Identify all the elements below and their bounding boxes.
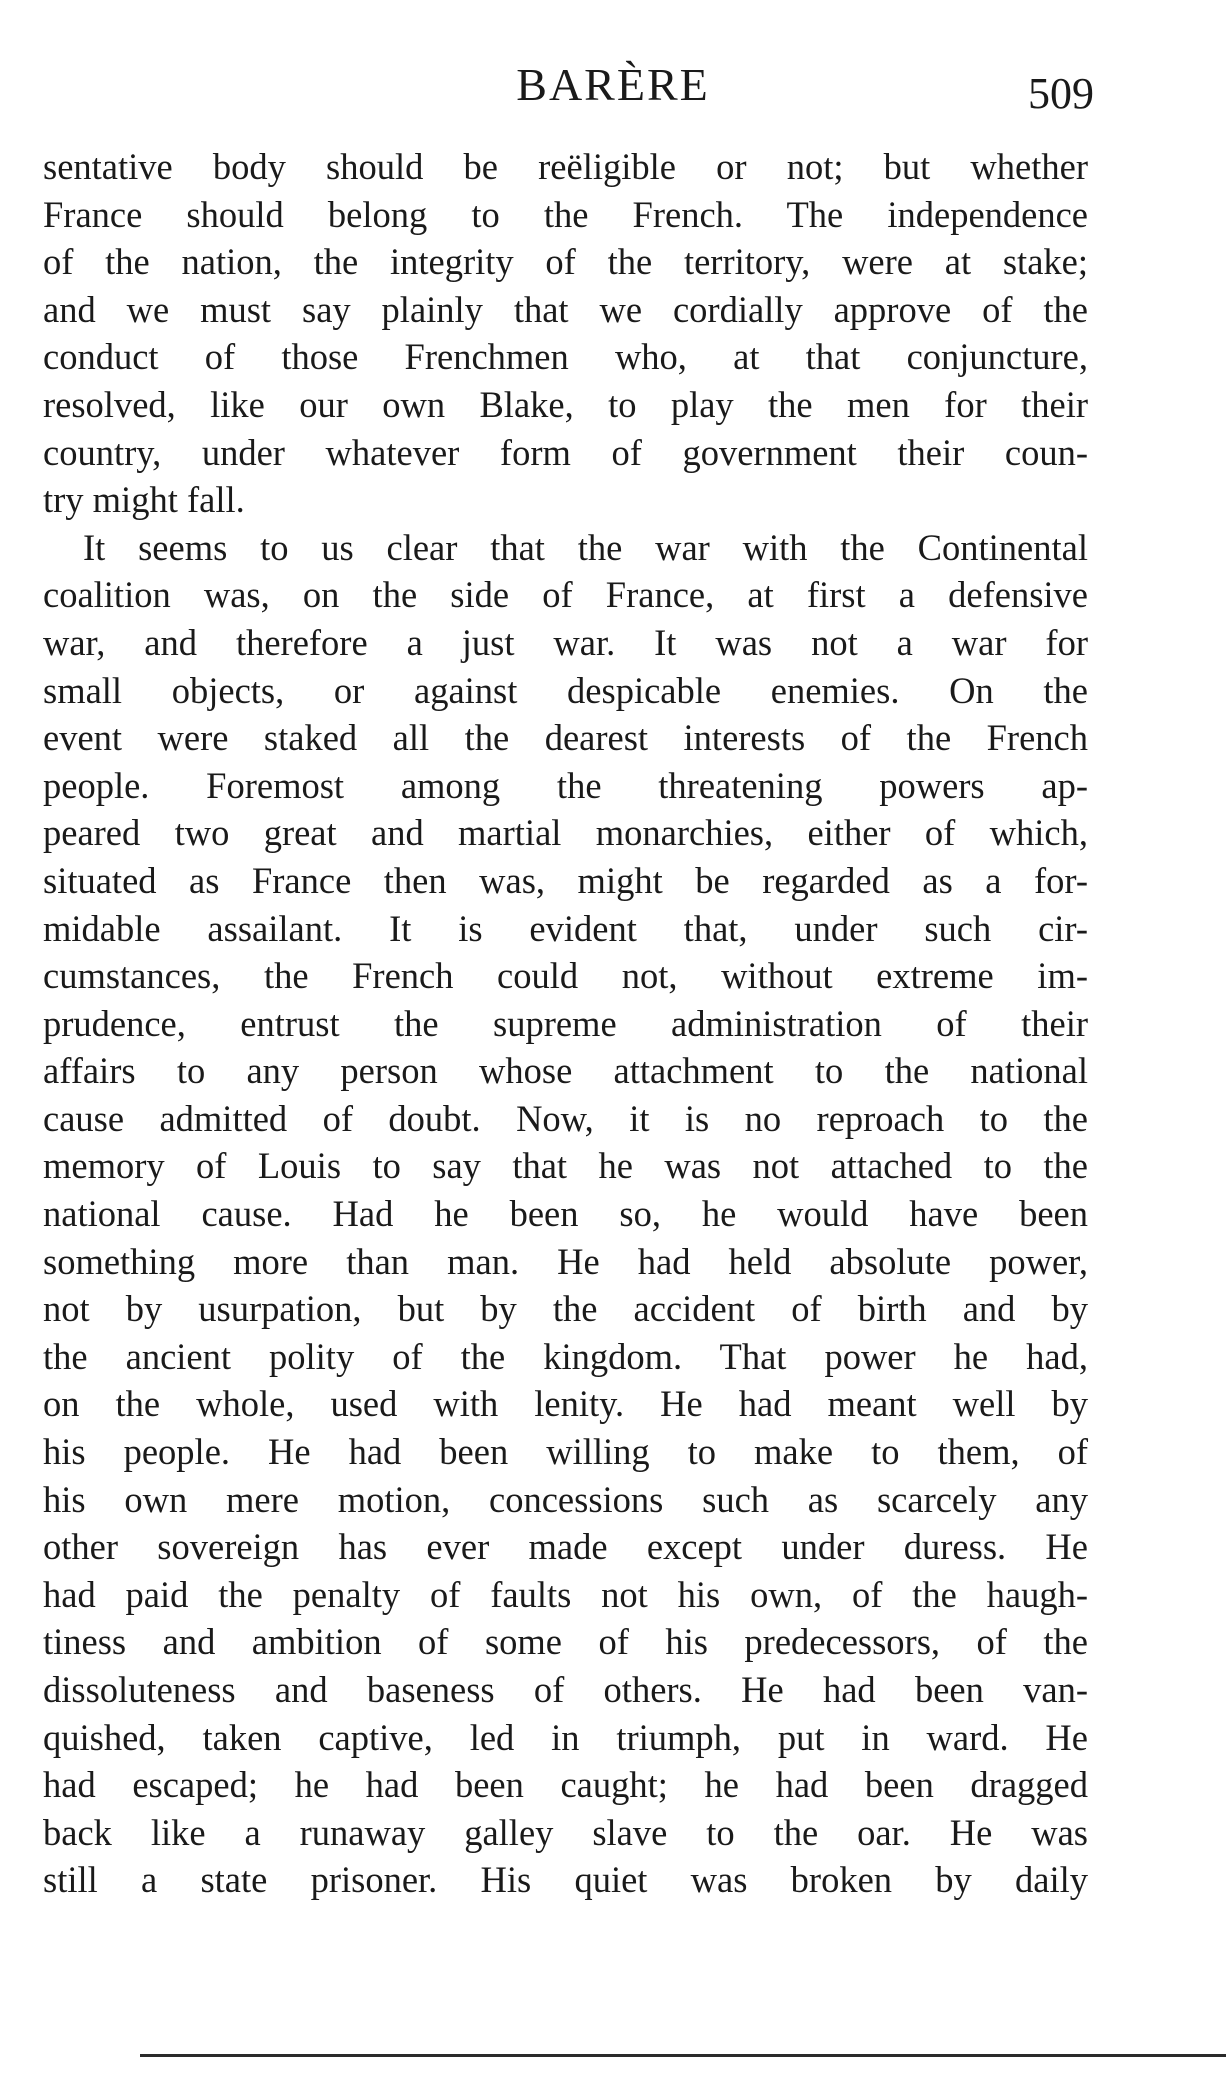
body-text [43, 143, 1088, 1904]
text-line: still a state prisoner. His quiet was broken by daily [43, 1859, 1088, 1901]
text-line: prudence, entrust the supreme administration of their [43, 1002, 1088, 1044]
text-line: had escaped; he had been caught; he had been dragged [43, 1764, 1088, 1806]
text-line: event were staked all the dearest interests of the French [43, 717, 1088, 759]
text-line: try might fall. [43, 479, 245, 521]
text-line: not by usurpation, but by the accident of birth and by [43, 1288, 1088, 1330]
text-line: sentative body should be reëligible or not; but whether [43, 146, 1088, 187]
text-line: on the whole, used with lenity. He had meant well by [43, 1383, 1088, 1425]
text-line: quished, taken captive, led in triumph, put in ward. He [43, 1716, 1088, 1758]
text-line: small objects, or against despicable enemies. On the [43, 669, 1088, 711]
text-line: It seems to us clear that the war with the Continental [83, 526, 1088, 568]
text-line: peared two great and martial monarchies, either of which, [43, 812, 1088, 854]
text-line: coalition was, on the side of France, at first a defensive [43, 574, 1088, 616]
text-line: midable assailant. It is evident that, under such cir- [43, 907, 1088, 949]
text-line: other sovereign has ever made except under duress. He [43, 1526, 1088, 1568]
text-line: France should belong to the French. The independence [43, 193, 1088, 235]
text-line: the ancient polity of the kingdom. That power he had, [43, 1335, 1088, 1377]
text-line: conduct of those Frenchmen who, at that conjuncture, [43, 336, 1088, 378]
text-line: something more than man. He had held absolute power, [43, 1240, 1088, 1282]
text-line: situated as France then was, might be regarded as a for- [43, 859, 1088, 901]
text-line: national cause. Had he been so, he would have been [43, 1193, 1088, 1235]
running-title: BARÈRE [516, 59, 710, 110]
text-line: of the nation, the integrity of the territory, were at stake; [43, 241, 1088, 283]
text-line: his people. He had been willing to make to them, of [43, 1431, 1088, 1473]
page-number: 509 [1028, 69, 1094, 118]
text-line: back like a runaway galley slave to the oar. He was [43, 1811, 1088, 1853]
text-line: cumstances, the French could not, without extreme im- [43, 955, 1088, 997]
text-line: cause admitted of doubt. Now, it is no reproach to the [43, 1097, 1088, 1139]
text-line: resolved, like our own Blake, to play the men for their [43, 383, 1088, 425]
text-line: war, and therefore a just war. It was not a war for [43, 621, 1088, 663]
text-line: dissoluteness and baseness of others. He had been van- [43, 1669, 1088, 1710]
text-line: memory of Louis to say that he was not attached to the [43, 1145, 1088, 1187]
text-line: and we must say plainly that we cordially approve of the [43, 288, 1088, 330]
text-line: his own mere motion, concessions such as scarcely any [43, 1478, 1088, 1520]
bottom-rule [140, 2054, 1226, 2057]
text-line: people. Foremost among the threatening powers ap- [43, 764, 1088, 806]
text-line: affairs to any person whose attachment to the national [43, 1050, 1088, 1092]
text-line: had paid the penalty of faults not his own, of the haugh- [43, 1573, 1088, 1615]
page-header [0, 58, 1226, 118]
text-line: tiness and ambition of some of his predecessors, of the [43, 1621, 1088, 1663]
text-line: country, under whatever form of government their coun- [43, 431, 1088, 473]
